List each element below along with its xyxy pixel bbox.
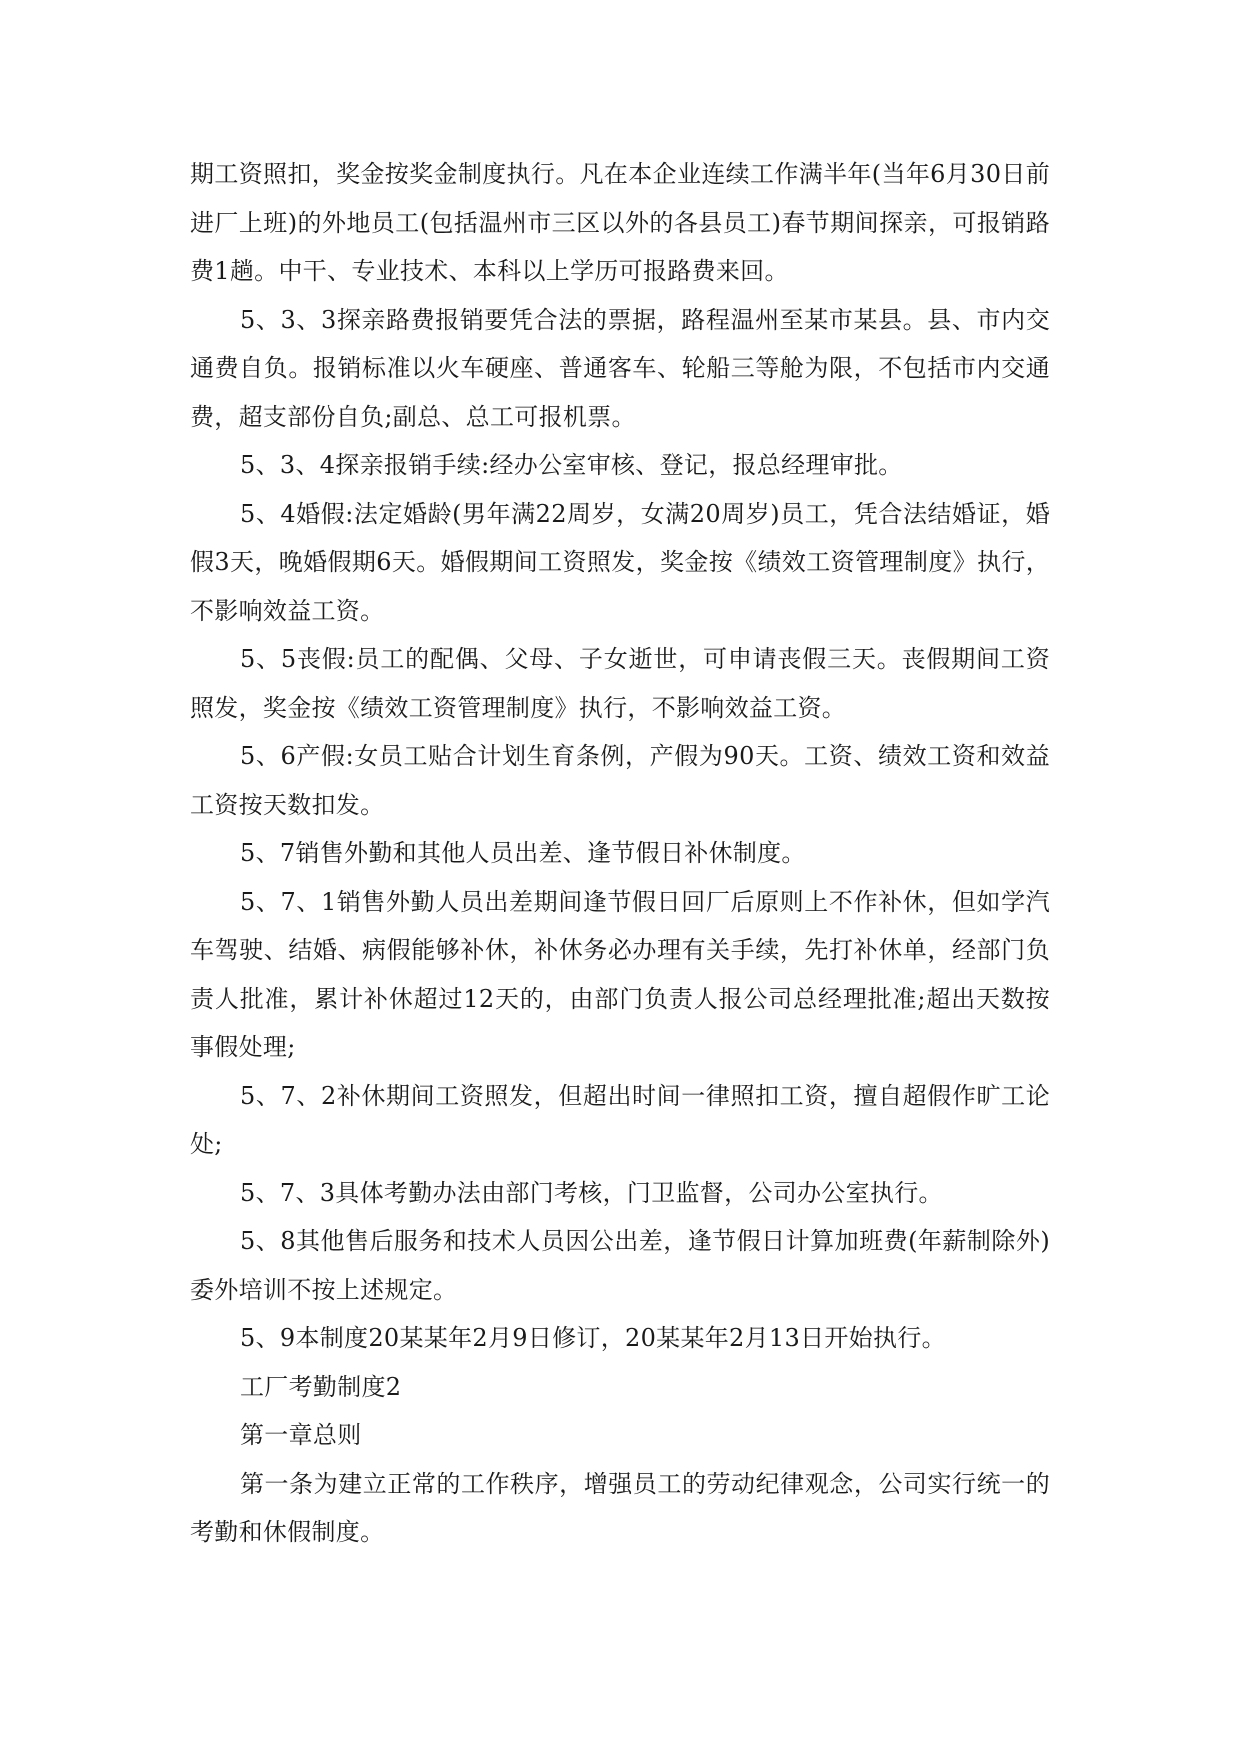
paragraph: 5、8其他售后服务和技术人员因公出差，逢节假日计算加班费(年薪制除外)委外培训不按上述规定。 — [190, 1227, 1050, 1304]
paragraph: 5、3、3探亲路费报销要凭合法的票据，路程温州至某市某县。县、市内交通费自负。报销标准以火车硬座、普通客车、轮船三等舱为限，不包括市内交通费，超支部份自负;副总、总工可报机票。 — [190, 305, 1050, 431]
paragraph: 5、9本制度20某某年2月9日修订，20某某年2月13日开始执行。 — [240, 1324, 946, 1352]
section-heading: 工厂考勤制度2 — [240, 1372, 402, 1401]
paragraph: 5、7、3具体考勤办法由部门考核，门卫监督，公司办公室执行。 — [240, 1178, 943, 1207]
paragraph: 5、6产假:女员工贴合计划生育条例，产假为90天。工资、绩效工资和效益工资按天数扣发。 — [190, 742, 1050, 819]
paragraph: 5、7、1销售外勤人员出差期间逢节假日回厂后原则上不作补休，但如学汽车驾驶、结婚、病假能够补休，补休务必办理有关手续，先打补休单，经部门负责人批准，累计补休超过12天的，由部门负责人报公司总经理批准;超出天数按事假处理; — [190, 887, 1050, 1061]
paragraph: 5、3、4探亲报销手续:经办公室审核、登记，报总经理审批。 — [240, 451, 903, 479]
document-body — [190, 150, 1050, 1557]
chapter-heading: 第一章总则 — [240, 1421, 362, 1449]
paragraph: 期工资照扣，奖金按奖金制度执行。凡在本企业连续工作满半年(当年6月30日前进厂上班)的外地员工(包括温州市三区以外的各县员工)春节期间探亲，可报销路费1趟。中干、专业技术、本科以上学历可报路费来回。 — [190, 160, 1050, 285]
paragraph: 5、7销售外勤和其他人员出差、逢节假日补休制度。 — [240, 839, 806, 867]
paragraph: 5、7、2补休期间工资照发，但超出时间一律照扣工资，擅自超假作旷工论处; — [190, 1081, 1050, 1158]
paragraph: 第一条为建立正常的工作秩序，增强员工的劳动纪律观念，公司实行统一的考勤和休假制度。 — [190, 1469, 1050, 1546]
paragraph: 5、5丧假:员工的配偶、父母、子女逝世，可申请丧假三天。丧假期间工资照发，奖金按《绩效工资管理制度》执行，不影响效益工资。 — [190, 645, 1050, 722]
paragraph: 5、4婚假:法定婚龄(男年满22周岁，女满20周岁)员工，凭合法结婚证，婚假3天，晚婚假期6天。婚假期间工资照发，奖金按《绩效工资管理制度》执行，不影响效益工资。 — [190, 499, 1050, 625]
